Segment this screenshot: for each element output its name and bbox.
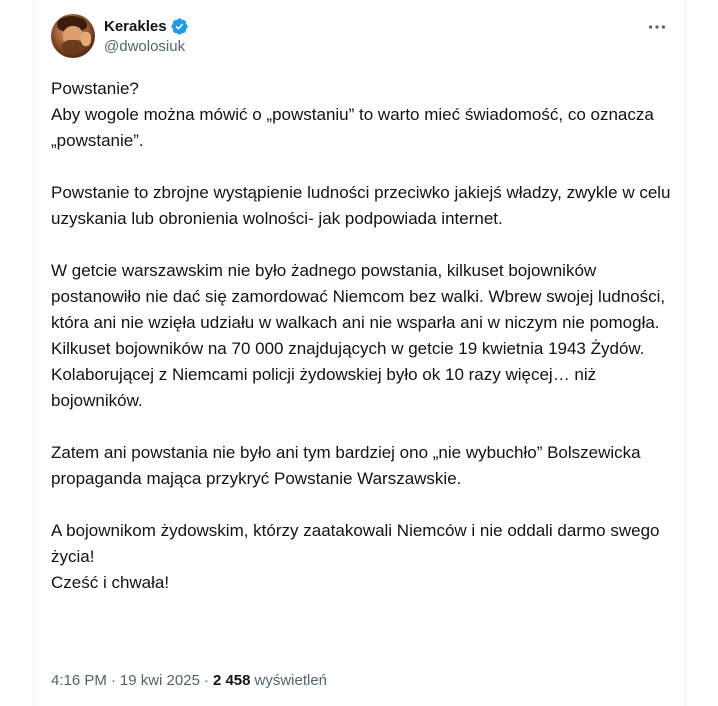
separator: · xyxy=(203,672,209,689)
views-label: wyświetleń xyxy=(254,672,328,689)
tweet-header xyxy=(51,14,668,62)
views-count[interactable]: 2 458 xyxy=(212,672,251,689)
separator: · xyxy=(110,672,116,689)
more-options-icon[interactable] xyxy=(646,16,668,38)
author-display-name[interactable]: Kerakles xyxy=(104,17,167,35)
tweet-time[interactable]: 4:16 PM xyxy=(51,672,107,689)
author-handle[interactable]: @dwolosiuk xyxy=(104,38,186,55)
verified-badge-icon[interactable] xyxy=(170,17,189,36)
tweet-date[interactable]: 19 kwi 2025 xyxy=(119,672,200,689)
author-block xyxy=(104,15,189,55)
tweet-card xyxy=(33,0,685,706)
tweet-metadata xyxy=(51,672,327,689)
avatar[interactable] xyxy=(51,14,95,58)
tweet-text: Powstanie? Aby wogole można mówić o „powstaniu” to warto mieć świadomość, co oznacza „powstanie”. Powstanie to zbrojne wystąpienie ludności przeciwko jakiejś władzy, zwykle w celu uzyskania lub obronienia wolności- jak podpowiada internet. W getcie warszawskim nie było żadnego powstania, kilkuset bojowników postanowiło nie dać się zamordować Niemcom bez walki. Wbrew swojej ludności, która ani nie wzięła udziału w walkach ani nie wsparła ani w niczym nie pomogła. Kilkuset bojowników na 70 000 znajdujących w getcie 19 kwietnia 1943 Żydów. Kolaborującej z Niemcami policji żydowskiej było ok 10 razy więcej… niż bojowników. Zatem ani powstania nie było ani tym bardziej ono „nie wybuchło” Bolszewicka propaganda mająca przykryć Powstanie Warszawskie. A bojownikom żydowskim, którzy zaatakowali Niemców i nie oddali darmo swego życia! Cześć i chwała! xyxy=(51,79,671,592)
